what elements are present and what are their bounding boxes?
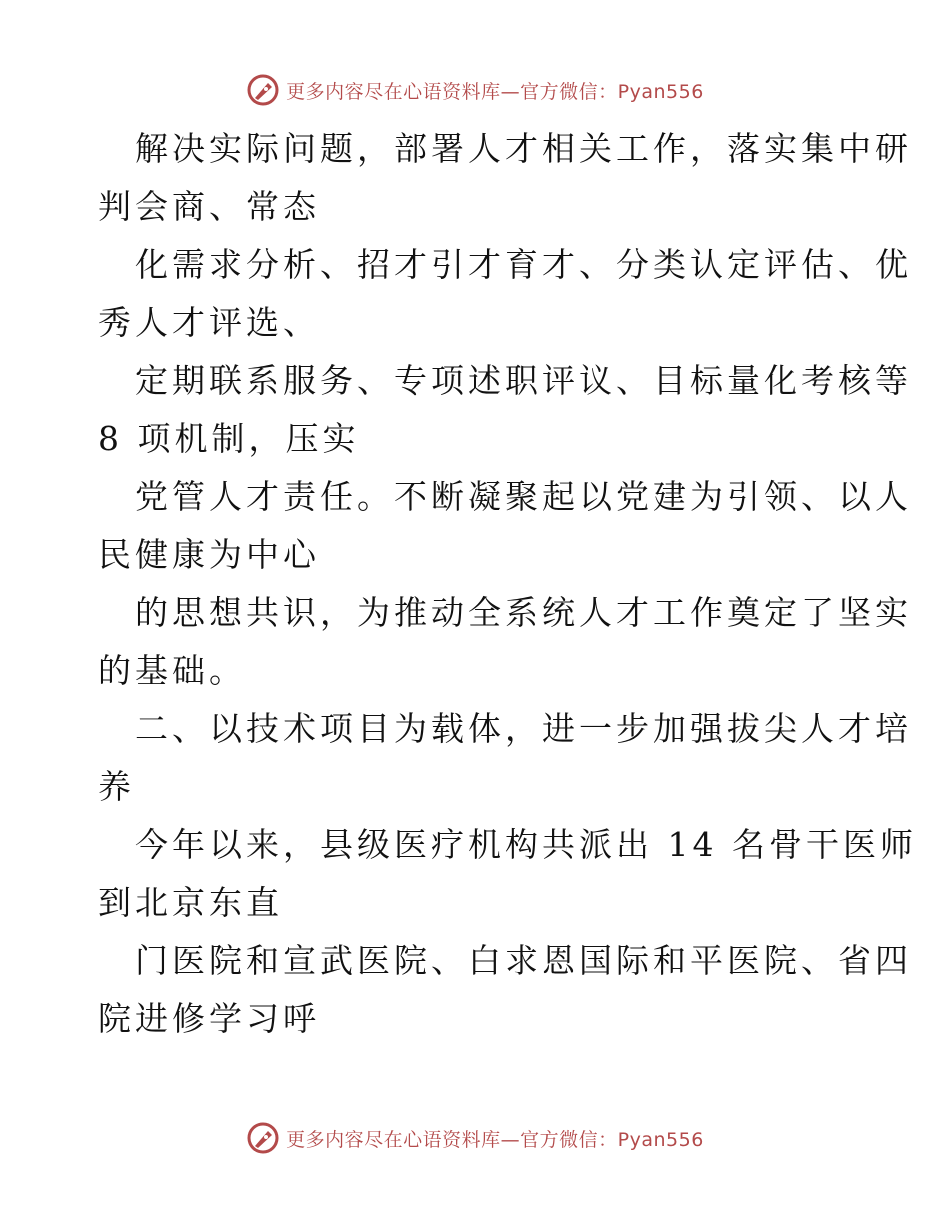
header-watermark-banner bbox=[0, 70, 950, 110]
text-line: 今年以来，县级医疗机构共派出 14 名骨干医师 bbox=[135, 825, 917, 864]
footer-watermark-text: 更多内容尽在心语资料库—官方微信：Pyan556 bbox=[286, 1128, 704, 1151]
text-line: 的基础。 bbox=[98, 651, 246, 690]
text-line: 门医院和宣武医院、白求恩国际和平医院、省四 bbox=[135, 941, 912, 980]
text-line: 解决实际问题，部署人才相关工作，落实集中研 bbox=[135, 129, 912, 168]
text-line: 判会商、常态 bbox=[98, 187, 320, 226]
section-heading-line: 二、以技术项目为载体，进一步加强拔尖人才培 bbox=[135, 709, 912, 748]
text-line: 党管人才责任。不断凝聚起以党建为引领、以人 bbox=[135, 477, 912, 516]
text-line: 民健康为中心 bbox=[98, 535, 320, 574]
text-line: 院进修学习呼 bbox=[98, 999, 320, 1038]
pen-nib-logo-icon bbox=[246, 73, 280, 107]
section-heading-line: 养 bbox=[98, 767, 135, 806]
text-line: 的思想共识，为推动全系统人才工作奠定了坚实 bbox=[135, 593, 912, 632]
text-line: 化需求分析、招才引才育才、分类认定评估、优 bbox=[135, 245, 912, 284]
text-line: 8 项机制，压实 bbox=[98, 419, 360, 458]
header-watermark-text: 更多内容尽在心语资料库—官方微信：Pyan556 bbox=[286, 80, 704, 103]
document-body bbox=[98, 120, 917, 1048]
text-line: 到北京东直 bbox=[98, 883, 283, 922]
text-line: 秀人才评选、 bbox=[98, 303, 320, 342]
text-line: 定期联系服务、专项述职评议、目标量化考核等 bbox=[135, 361, 912, 400]
pen-nib-logo-icon bbox=[246, 1121, 280, 1155]
footer-watermark-banner bbox=[0, 1118, 950, 1158]
